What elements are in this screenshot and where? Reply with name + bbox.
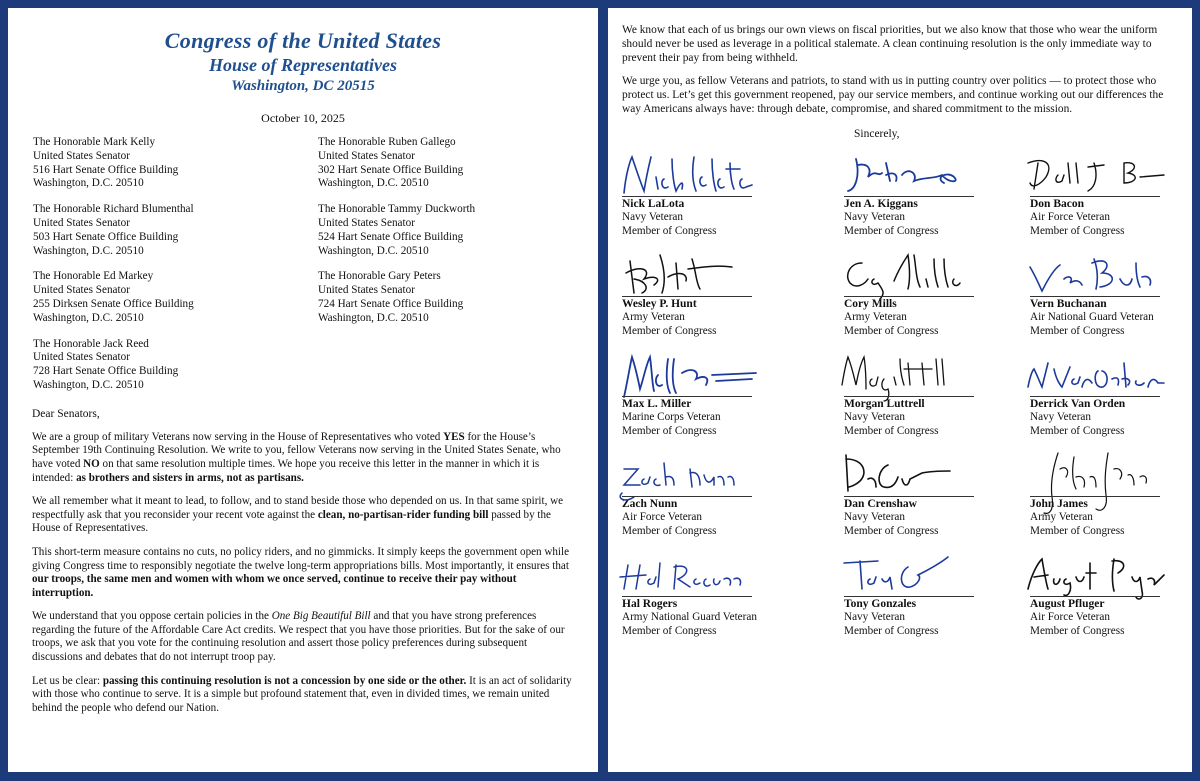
signer-name: August Pfluger [1030,597,1105,610]
recipient-title: United States Senator [33,216,130,229]
signer-role: Member of Congress [622,325,717,338]
recipient-name: The Honorable Mark Kelly [33,136,156,148]
signer-august-pfluger [1030,547,1180,647]
recipient-title: United States Senator [318,216,415,229]
signer-name: Nick LaLota [622,197,685,210]
signer-hal-rogers [622,547,844,647]
recipient-office: 516 Hart Senate Office Building [33,163,179,176]
signer-dan-crenshaw [844,447,1030,547]
recipient-city: Washington, D.C. 20510 [318,177,429,190]
letterhead-city: Washington, DC 20515 [231,78,375,94]
letter-date: October 10, 2025 [261,111,345,125]
signer-branch: Army Veteran [844,311,907,324]
signer-name: Derrick Van Orden [1030,397,1126,410]
signer-john-james [1030,447,1180,547]
paragraph-2: We all remember what it meant to lead, to follow, and to stand beside those who depended on us. In that same spirit, we respectfully ask that you reconsider your recent vote against the clean, no-partisan-rider funding bill passed by the House of Representatives. [32,495,564,535]
signature-image [616,249,766,301]
signer-role: Member of Congress [844,525,939,538]
signer-zach-nunn [622,447,844,547]
signer-name: Tony Gonzales [844,597,917,610]
recipient-address [318,203,588,258]
signer-branch: Army Veteran [622,311,685,324]
letterhead-congress: Congress of the United States [164,28,442,53]
signature-image [838,149,988,201]
recipient-city: Washington, D.C. 20510 [318,311,429,324]
signature-image [838,349,988,401]
paragraph-6: We know that each of us brings our own views on fiscal priorities, but we also know that those who wear the uniform should never be used as leverage in a political stalemate. A clean continuing resolution is the only immediate way to prevent their pay from being withheld. [622,24,1158,64]
recipient-address [318,136,588,191]
signer-name: John James [1030,497,1088,510]
signer-name: Dan Crenshaw [844,497,917,510]
signature-image [1024,149,1174,201]
signer-branch: Air Force Veteran [622,511,702,524]
signature-image [1024,449,1174,501]
recipient-title: United States Senator [33,284,130,297]
signer-role: Member of Congress [844,625,939,638]
recipient-office: 728 Hart Senate Office Building [33,365,179,378]
recipient-office: 302 Hart Senate Office Building [318,163,464,176]
recipient-addresses [32,136,574,393]
recipient-address [32,203,318,258]
recipient-city: Washington, D.C. 20510 [33,244,144,257]
recipient-name: The Honorable Tammy Duckworth [318,203,476,216]
signer-branch: Navy Veteran [622,211,683,224]
recipient-title: United States Senator [318,284,415,297]
paragraph-7: We urge you, as fellow Veterans and patriots, to stand with us in putting country over politics — to protect those who protect us. Let’s get this government reopened, pay our service members, and continue working out our differences the way Americans always have: through debate, compromise, and shared commitment to the mission. [622,75,1164,115]
signer-role: Member of Congress [844,325,939,338]
signer-name: Morgan Luttrell [844,397,925,410]
signature-image [838,449,988,501]
signer-max-miller [622,347,844,447]
signer-name: Wesley P. Hunt [622,297,697,310]
signature-image [616,549,766,601]
signer-role: Member of Congress [1030,225,1125,238]
recipient-city: Washington, D.C. 20510 [33,378,144,391]
letter-page-1 [8,8,598,772]
signer-nick-lalota [622,147,844,247]
salutation: Dear Senators, [32,407,100,420]
letter-page-2 [608,8,1192,772]
signature-image [616,149,766,201]
signature-image [616,349,766,401]
signer-branch: Navy Veteran [844,211,905,224]
signer-tony-gonzales [844,547,1030,647]
signer-name: Cory Mills [844,297,897,310]
signature-image [838,249,988,301]
recipient-address [32,270,318,325]
signer-derrick-van-orden [1030,347,1180,447]
signer-name: Zach Nunn [622,497,678,510]
signature-image [1024,349,1174,401]
signer-name: Max L. Miller [622,397,692,410]
recipient-name: The Honorable Gary Peters [318,270,441,283]
recipient-title: United States Senator [318,149,415,162]
signer-branch: Air Force Veteran [1030,611,1110,624]
recipient-name: The Honorable Ed Markey [33,270,154,283]
letterhead [32,28,574,96]
signer-role: Member of Congress [622,225,717,238]
signer-branch: Army Veteran [1030,511,1093,524]
paragraph-3: This short-term measure contains no cuts, no policy riders, and no gimmicks. It simply keeps the government open while giving Congress time to responsibly negotiate the twelve long-term appropriations bills. Most importantly, it ensures that our troops, the same men and women with whom we once served, continue to receive their pay without interruption. [32,545,570,599]
signer-jen-kiggans [844,147,1030,247]
signer-branch: Marine Corps Veteran [622,411,721,424]
signer-branch: Navy Veteran [844,411,905,424]
signer-branch: Navy Veteran [844,511,905,524]
signer-branch: Army National Guard Veteran [622,611,757,624]
recipient-address [318,270,588,325]
signer-name: Don Bacon [1030,197,1084,210]
signature-image [616,449,766,501]
recipient-city: Washington, D.C. 20510 [318,244,429,257]
signer-role: Member of Congress [844,225,939,238]
recipient-office: 255 Dirksen Senate Office Building [33,297,194,310]
signature-image [1024,249,1174,301]
signer-role: Member of Congress [1030,425,1125,438]
recipient-address [32,136,318,191]
recipient-office: 524 Hart Senate Office Building [318,230,464,243]
signer-role: Member of Congress [844,425,939,438]
recipient-title: United States Senator [33,351,130,364]
signer-role: Member of Congress [622,525,717,538]
signer-branch: Navy Veteran [1030,411,1091,424]
signer-role: Member of Congress [622,425,717,438]
signer-name: Jen A. Kiggans [844,197,918,210]
recipient-office: 503 Hart Senate Office Building [33,230,179,243]
signer-branch: Air National Guard Veteran [1030,311,1154,324]
signature-block [622,147,1178,647]
signer-role: Member of Congress [1030,525,1125,538]
closing: Sincerely, [854,127,900,140]
signature-image [1024,549,1174,601]
recipient-name: The Honorable Ruben Gallego [318,136,456,148]
signer-don-bacon [1030,147,1180,247]
signer-cory-mills [844,247,1030,347]
signer-name: Vern Buchanan [1030,297,1107,310]
signer-role: Member of Congress [622,625,717,638]
recipient-city: Washington, D.C. 20510 [33,177,144,190]
paragraph-1: We are a group of military Veterans now serving in the House of Representatives who voted YES for the House’s September 19th Continuing Resolution. We write to you, fellow Veterans now serving in the United States Senate, who have voted NO on that same resolution multiple times. We hope you receive this letter in the manner in which it is intended: as brothers and sisters in arms, not as partisans. [32,430,561,484]
signature-image [838,549,988,601]
signer-morgan-luttrell [844,347,1030,447]
letterhead-house: House of Representatives [209,55,397,75]
recipient-name: The Honorable Richard Blumenthal [33,203,194,216]
recipient-city: Washington, D.C. 20510 [33,311,144,324]
paragraph-4: We understand that you oppose certain policies in the One Big Beautiful Bill and that you have strong preferences regarding the future of the Affordable Care Act credits. We respect that you have those priorities. But for the sake of our troops, we ask that you vote for the continuing resolution and assert those policy preferences during subsequent discussions and debates that do not interrupt troop pay. [32,610,565,664]
recipient-title: United States Senator [33,149,130,162]
recipient-name: The Honorable Jack Reed [33,337,149,350]
signer-name: Hal Rogers [622,597,678,610]
signer-branch: Navy Veteran [844,611,905,624]
signer-role: Member of Congress [1030,325,1125,338]
signer-branch: Air Force Veteran [1030,211,1110,224]
recipient-address [32,338,318,393]
recipient-office: 724 Hart Senate Office Building [318,297,464,310]
signer-wesley-hunt [622,247,844,347]
paragraph-5: Let us be clear: passing this continuing resolution is not a concession by one side or the other. It is an act of solidarity with those who continue to serve. It is a simple but profound statement that, even in divided times, we remain united behind the people who defend our Nation. [32,674,572,714]
signer-vern-buchanan [1030,247,1180,347]
signer-role: Member of Congress [1030,625,1125,638]
